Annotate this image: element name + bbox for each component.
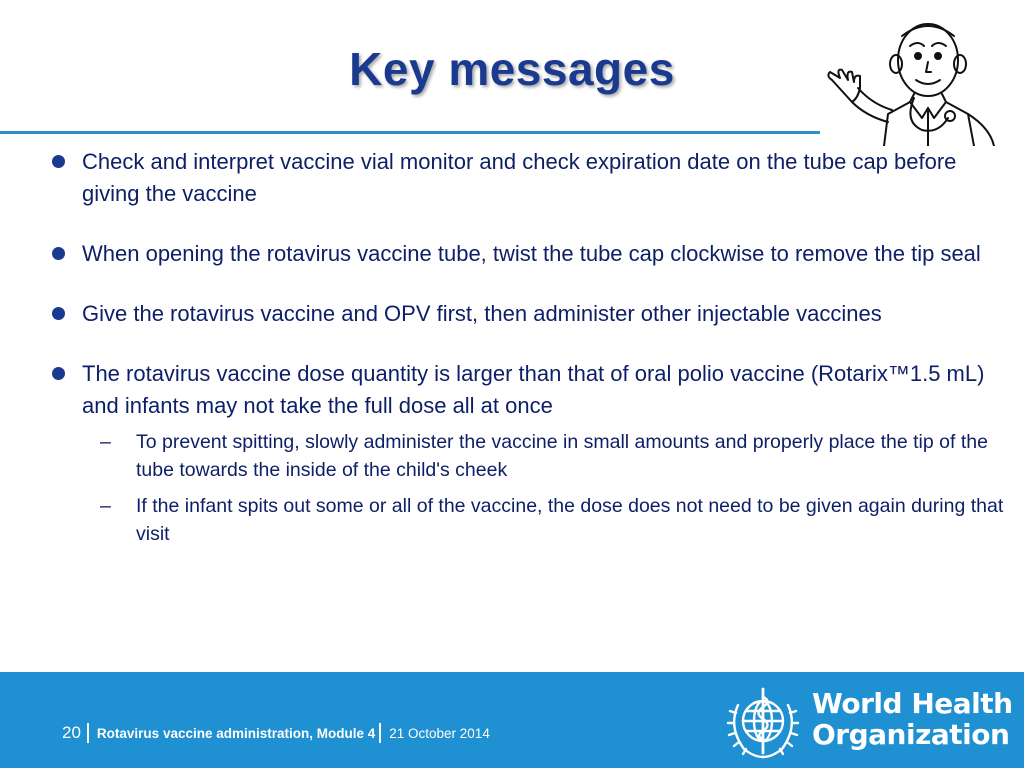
organization-name-line2: Organization (812, 718, 1010, 751)
bullet-item (46, 238, 1006, 270)
bullet-dot-icon (52, 367, 65, 380)
bullet-text: When opening the rotavirus vaccine tube, twist the tube cap clockwise to remove the tip seal (82, 241, 981, 266)
footer-date: 21 October 2014 (389, 725, 490, 741)
module-title: Rotavirus vaccine administration, Module 4 (96, 725, 376, 741)
sub-bullet-dash: – (100, 495, 111, 517)
bullet-item (46, 146, 1006, 210)
slide-title: Key messages (349, 43, 675, 95)
bullet-text: Check and interpret vaccine vial monitor and check expiration date on the tube cap before giving the vaccine (82, 149, 957, 206)
sub-bullet-item (46, 428, 1006, 484)
organization-name-line1: World Health (812, 687, 1013, 720)
slide-body (46, 146, 1006, 556)
footer-separator (379, 723, 381, 743)
footer-caption (62, 723, 490, 743)
page-number: 20 (62, 723, 81, 742)
who-emblem-icon (722, 683, 804, 765)
bullet-item (46, 358, 1006, 422)
sub-bullet-text: If the infant spits out some or all of the vaccine, the dose does not need to be given again during that visit (136, 495, 1004, 545)
organization-name (812, 688, 1013, 750)
doctor-waving-illustration (818, 18, 1018, 146)
footer-separator (87, 723, 89, 743)
sub-bullet-item (46, 492, 1006, 548)
bullet-text: Give the rotavirus vaccine and OPV first, then administer other injectable vaccines (82, 301, 882, 326)
sub-bullet-dash: – (100, 431, 111, 453)
bullet-text: The rotavirus vaccine dose quantity is larger than that of oral polio vaccine (Rotarix™1.5 mL) and infants may not take the full dose all at once (82, 361, 985, 418)
bullet-dot-icon (52, 155, 65, 168)
sub-bullet-text: To prevent spitting, slowly administer the vaccine in small amounts and properly place the tip of the tube towards the inside of the child's cheek (136, 431, 988, 481)
title-divider (0, 131, 820, 134)
bullet-item (46, 298, 1006, 330)
bullet-dot-icon (52, 307, 65, 320)
bullet-dot-icon (52, 247, 65, 260)
